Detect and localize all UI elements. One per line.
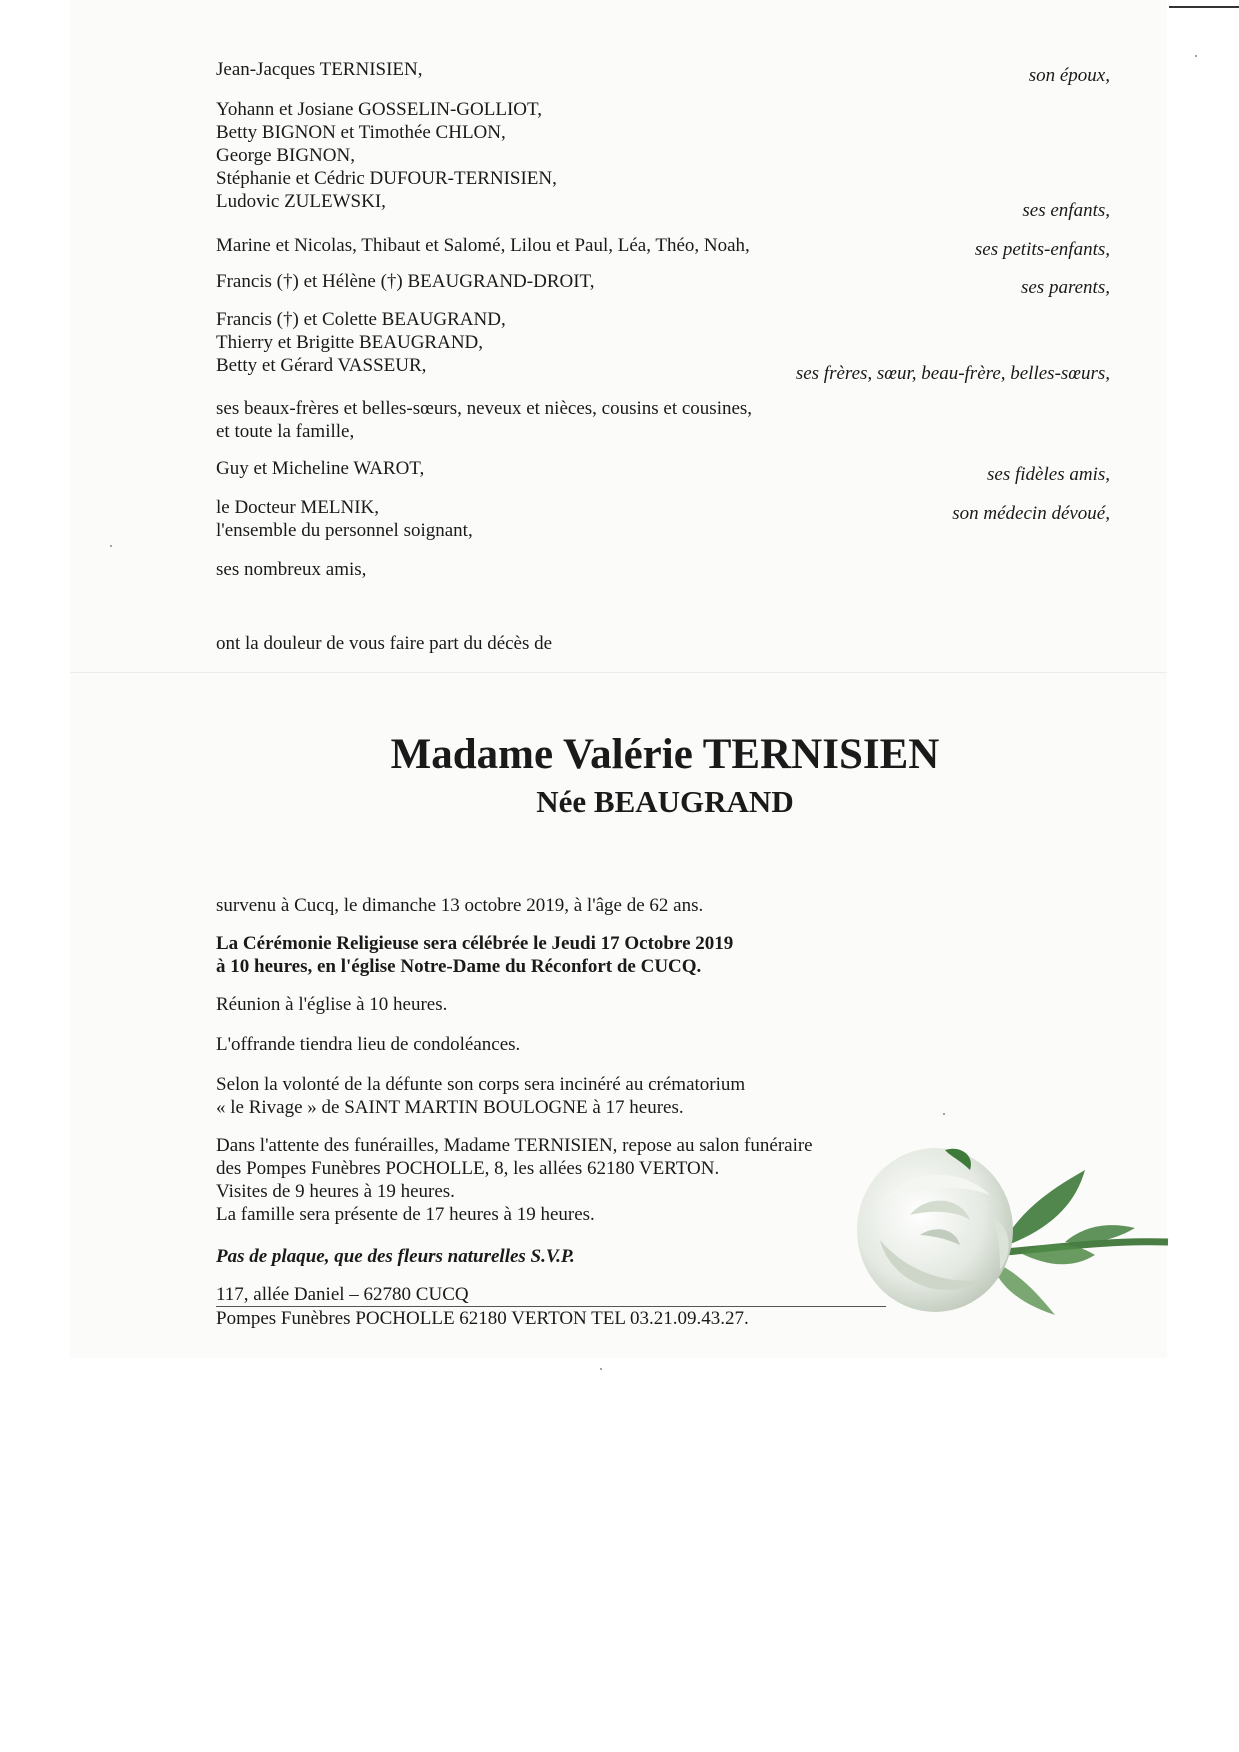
fold-line — [70, 672, 1167, 673]
address-line: 117, allée Daniel – 62780 CUCQ — [216, 1284, 469, 1305]
child-entry: Yohann et Josiane GOSSELIN-GOLLIOT, — [216, 99, 542, 120]
sibling-entry: Francis (†) et Colette BEAUGRAND, — [216, 309, 506, 330]
ceremony-info — [216, 932, 733, 978]
offering-info: L'offrande tiendra lieu de condoléances. — [216, 1034, 521, 1055]
ceremony-line: à 10 heures, en l'église Notre-Dame du Réconfort de CUCQ. — [216, 956, 702, 977]
scan-edge — [1169, 6, 1239, 8]
cremation-line: « le Rivage » de SAINT MARTIN BOULOGNE à 17 heures. — [216, 1097, 684, 1118]
scan-speck — [1195, 55, 1197, 57]
grandchildren-names: Marine et Nicolas, Thibaut et Salomé, Lilou et Paul, Léa, Théo, Noah, — [216, 235, 750, 256]
doctor-relation: son médecin dévoué, — [952, 503, 1110, 524]
friends-relation: ses fidèles amis, — [987, 464, 1110, 485]
extended-line: et toute la famille, — [216, 421, 355, 442]
cremation-info — [216, 1073, 745, 1119]
scan-speck — [110, 545, 112, 547]
scan-speck — [600, 1368, 602, 1370]
funeral-home-line: Pompes Funèbres POCHOLLE 62180 VERTON TEL 03.21.09.43.27. — [216, 1308, 749, 1329]
doctor-line: le Docteur MELNIK, — [216, 497, 380, 518]
spouse-relation: son époux, — [1028, 65, 1110, 86]
extended-family — [216, 397, 752, 443]
white-rose-illustration — [850, 1130, 1170, 1340]
doctor-block — [216, 496, 473, 542]
flowers-note: Pas de plaque, que des fleurs naturelles S.V.P. — [216, 1246, 575, 1267]
announcement-text: ont la douleur de vous faire part du décès de — [216, 633, 553, 654]
parents-relation: ses parents, — [1020, 277, 1110, 298]
meeting-info: Réunion à l'église à 10 heures. — [216, 994, 448, 1015]
child-entry: Betty BIGNON et Timothée CHLON, — [216, 122, 506, 143]
death-notice: survenu à Cucq, le dimanche 13 octobre 2019, à l'âge de 62 ans. — [216, 895, 704, 916]
deceased-name: Madame Valérie TERNISIEN — [390, 731, 940, 778]
extended-line: ses beaux-frères et belles-sœurs, neveux et nièces, cousins et cousines, — [216, 398, 753, 419]
maiden-name: Née BEAUGRAND — [536, 784, 794, 819]
cremation-line: Selon la volonté de la défunte son corps sera incinéré au crématorium — [216, 1074, 746, 1095]
viewing-line: Visites de 9 heures à 19 heures. — [216, 1181, 455, 1202]
scan-speck — [943, 1113, 945, 1115]
doctor-line: l'ensemble du personnel soignant, — [216, 520, 473, 541]
viewing-line: des Pompes Funèbres POCHOLLE, 8, les allées 62180 VERTON. — [216, 1158, 720, 1179]
many-friends: ses nombreux amis, — [216, 559, 367, 580]
siblings-list — [216, 308, 506, 377]
parents-names: Francis (†) et Hélène (†) BEAUGRAND-DROIT, — [216, 271, 595, 292]
friends-names: Guy et Micheline WAROT, — [216, 458, 425, 479]
siblings-relation: ses frères, sœur, beau-frère, belles-sœurs, — [795, 363, 1110, 384]
children-list — [216, 98, 557, 213]
sibling-entry: Betty et Gérard VASSEUR, — [216, 355, 427, 376]
child-entry: Stéphanie et Cédric DUFOUR-TERNISIEN, — [216, 168, 557, 189]
child-entry: George BIGNON, — [216, 145, 355, 166]
grandchildren-relation: ses petits-enfants, — [974, 239, 1110, 260]
ceremony-line: La Cérémonie Religieuse sera célébrée le Jeudi 17 Octobre 2019 — [216, 933, 734, 954]
child-entry: Ludovic ZULEWSKI, — [216, 191, 386, 212]
viewing-line: Dans l'attente des funérailles, Madame TERNISIEN, repose au salon funéraire — [216, 1135, 813, 1156]
sibling-entry: Thierry et Brigitte BEAUGRAND, — [216, 332, 484, 353]
viewing-line: La famille sera présente de 17 heures à 19 heures. — [216, 1204, 595, 1225]
children-relation: ses enfants, — [1022, 200, 1110, 221]
viewing-info — [216, 1134, 813, 1226]
spouse-name: Jean-Jacques TERNISIEN, — [216, 59, 423, 80]
